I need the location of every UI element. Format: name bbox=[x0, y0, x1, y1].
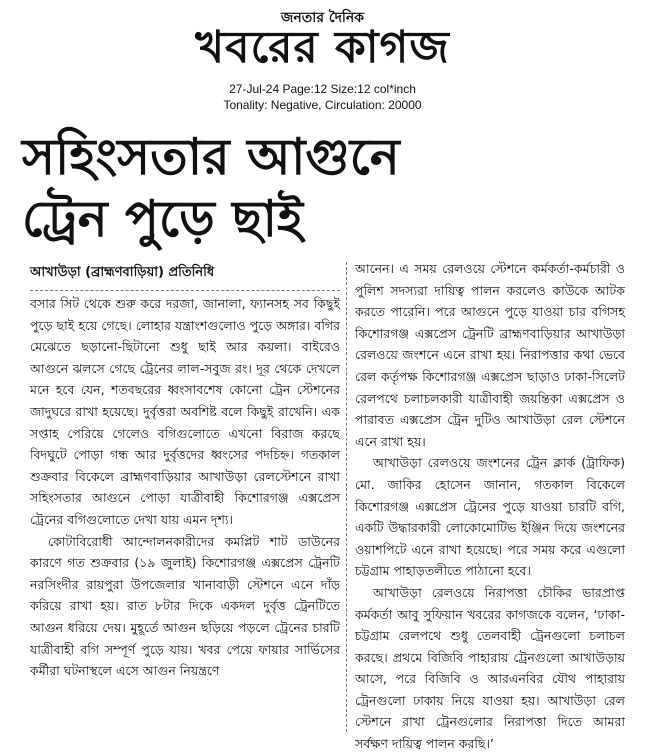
newspaper-logo: খবরের কাগজ bbox=[195, 22, 450, 73]
paragraph: আখাউড়া রেলওয়ে জংশনের ট্রেন ক্লার্ক (ট্রাফিক) মো. জাকির হোসেন জানান, গতকাল বিকেলে কিশোরগঞ্জ এক্সপ্রেস ট্রেনের পুড়ে যাওয়া চারটি বগি, একটি উদ্ধারকারী লোকোমোটিভ ইঞ্জিন দিয়ে জংশনের ওয়াশপিটে এনে রাখা হয়েছে। পরে সময় করে এগুলো চট্টগ্রাম পাহাড়তলীতে পাঠানো হবে। bbox=[355, 455, 625, 579]
headline-line-2: ট্রেন পুড়ে ছাই bbox=[22, 190, 303, 248]
byline-divider bbox=[30, 290, 340, 291]
paragraph: আনেন। এ সময় রেলওয়ে স্টেশনে কর্মকর্তা-কর্মচারী ও পুলিশ সদস্যরা দায়িত্ব পালন করলেও কাউকে আটক করতে পারেনি। পরে আগুনে পুড়ে যাওয়া চার বগিসহ কিশোরগঞ্জ এক্সপ্রেস ট্রেনটি ব্রাহ্মণবাড়িয়ার আখাউড়া রেলওয়ে জংশনে এনে রাখা হয়। নিরাপত্তার কথা ভেবে রেল কর্তৃপক্ষ কিশোরগঞ্জ এক্সপ্রেস ছাড়াও ঢাকা-সিলেট রেলপথে চলাচলকারী যাত্রীবাহী জয়ন্তিকা এক্সপ্রেস ও পারাবত এক্সপ্রেস ট্রেন দুটিও আখাউড়া রেল স্টেশনে এনে রাখা হয়। bbox=[355, 261, 625, 449]
article-column-right bbox=[355, 258, 625, 755]
clip-tonality-circulation: Tonality: Negative, Circulation: 20000 bbox=[223, 98, 422, 112]
article-byline: আখাউড়া (ব্রাহ্মণবাড়িয়া) প্রতিনিধি bbox=[30, 265, 215, 280]
article-column-left bbox=[30, 293, 340, 682]
column-divider bbox=[346, 262, 347, 732]
paragraph: আখাউড়া রেলওয়ে নিরাপত্তা চৌকির ভারপ্রাপ্ত কর্মকর্তা আবু সুফিয়ান খবরের কাগজকে বলেন, ‘ঢাকা-চট্টগ্রাম রেলপথে শুধু তেলবাহী ট্রেনগুলো চলাচল করছে। প্রথমে বিজিবি পাহারায় ট্রেনগুলো আখাউড়ায় আসে, পরে বিজিবি ও আরএনবির যৌথ পাহারায় ট্রেনগুলো ঢাকায় নিয়ে যাওয়া হয়। আখাউড়া রেল স্টেশনে রাখা ট্রেনগুলোর নিরাপত্তা দিতে আমরা সর্বক্ষণ দায়িত্ব পালন করছি।’ bbox=[355, 584, 625, 752]
headline-line-1: সহিংসতার আগুনে bbox=[22, 128, 400, 186]
masthead-tagline: জনতার দৈনিক bbox=[280, 10, 365, 26]
paragraph: কোটাবিরোধী আন্দোলনকারীদের কমপ্লিট শাট ডাউনের কারণে গত শুক্রবার (১৯ জুলাই) কিশোরগঞ্জ এক্সপ্রেস ট্রেনটি নরসিংদীর রায়পুরা উপজেলার খানাবাড়ী স্টেশনে এনে দাঁড় করিয়ে রাখা হয়। রাত ৮টার দিকে একদল দুর্বৃত্ত ট্রেনটিতে আগুন ধরিয়ে দেয়। মুহূর্তে আগুন ছড়িয়ে পড়লে ট্রেনের চারটি যাত্রীবাহী বগি সম্পূর্ণ পুড়ে যায়। খবর পেয়ে ফায়ার সার্ভিসের কর্মীরা ঘটনাস্থলে এসে আগুন নিয়ন্ত্রণে bbox=[30, 533, 340, 679]
article-headline bbox=[22, 126, 622, 250]
paragraph: বসার সিট থেকে শুরু করে দরজা, জানালা, ফ্যানসহ সব কিছুই পুড়ে ছাই হয়ে গেছে। লোহার যন্ত্রাংশগুলোও পুড়ে অঙ্গার। বগির মেঝেতে ছড়ানো-ছিটানো শুধু ছাই আর কয়লা। বাইরেও আগুনে ঝলসে গেছে ট্রেনের লাল-সবুজ রং। দূর থেকে দেখলে মনে হবে যেন, শতবছরের ধ্বংসাবশেষ কোনো ট্রেন স্টেশনের জাদুঘরে রাখা হয়েছে। দুর্বৃত্তরা অবশিষ্ট বলে কিছুই রাখেনি। এক সপ্তাহ পেরিয়ে গেলেও বগিগুলোতে এখনো বিরাজ করছে বিদঘুটে পোড়া গন্ধ আর দুর্বৃত্তদের ধ্বংসের পদচিহ্ন। গতকাল শুক্রবার বিকেলে ব্রাহ্মণবাড়িয়ার আখাউড়া রেলস্টেশনে রাখা সহিংসতার আগুনে পোড়া যাত্রীবাহী কিশোরগঞ্জ এক্সপ্রেস ট্রেনের বগিগুলোতে দেখা যায় এমন দৃশ্য। bbox=[30, 296, 340, 527]
clip-date-page-size: 27-Jul-24 Page:12 Size:12 col*inch bbox=[229, 82, 416, 96]
